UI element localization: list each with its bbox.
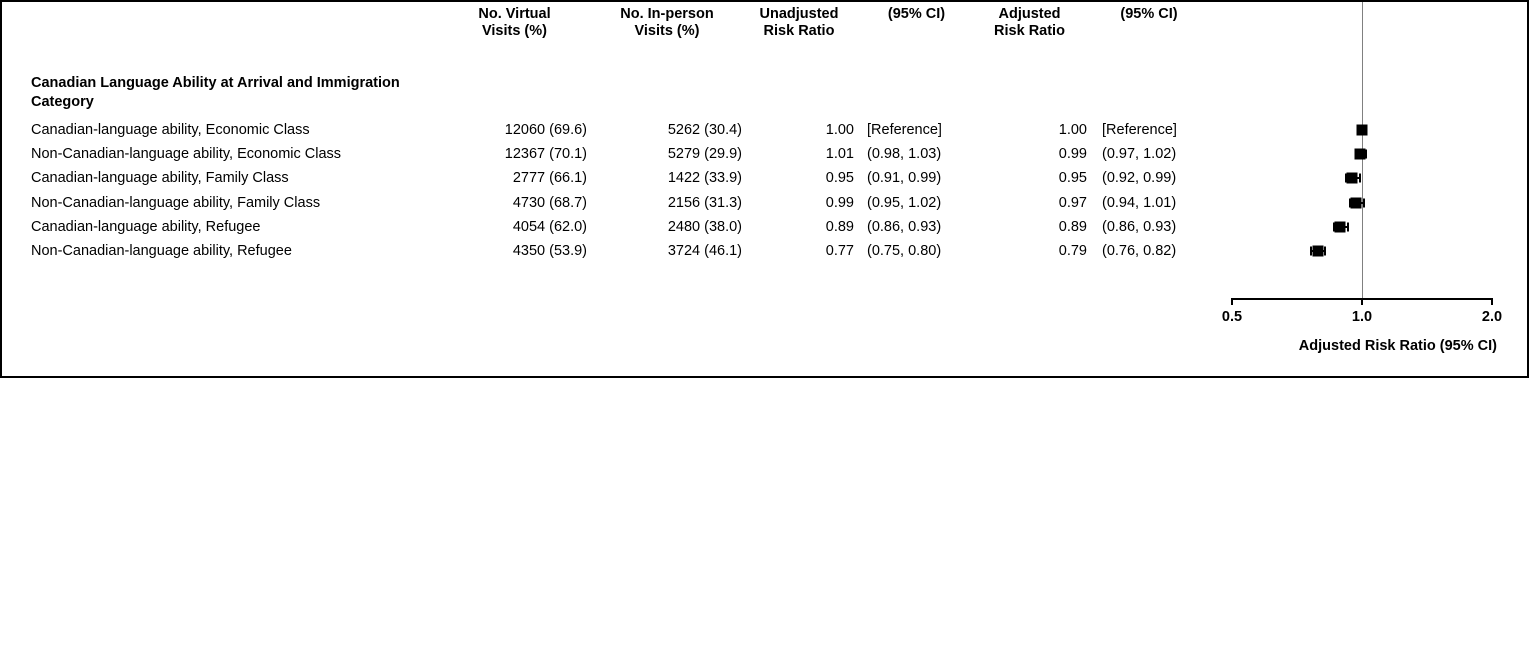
table-row	[2, 218, 1202, 242]
plot-area	[1221, 2, 1503, 325]
column-header-unadjusted-ci	[864, 6, 969, 23]
row-adjusted-rr: 0.89	[1058, 218, 1087, 235]
row-unadjusted-rr: 1.01	[825, 146, 854, 163]
row-unadjusted-ci: (0.86, 0.93)	[867, 218, 942, 235]
table-row	[2, 194, 1202, 218]
column-header-line: Visits (%)	[481, 23, 547, 39]
row-adjusted-rr: 0.97	[1058, 194, 1087, 211]
x-axis-tick-label: 0.5	[1221, 309, 1243, 325]
column-header-line: Unadjusted	[759, 6, 839, 22]
x-axis-tick	[1231, 298, 1233, 305]
row-unadjusted-ci: (0.98, 1.03)	[867, 146, 942, 163]
column-header-virtual-visits	[442, 6, 587, 40]
confidence-interval-cap	[1363, 198, 1365, 207]
table-body	[2, 121, 1202, 266]
row-inperson-visits: 5279 (29.9)	[667, 146, 742, 163]
row-adjusted-rr: 0.99	[1058, 146, 1087, 163]
row-virtual-visits: 12060 (69.6)	[504, 122, 587, 138]
column-header-line: Risk Ratio	[763, 23, 835, 39]
point-estimate-marker	[1312, 246, 1323, 257]
point-estimate-marker	[1351, 197, 1362, 208]
row-label: Non-Canadian-language ability, Refugee	[31, 242, 292, 259]
row-unadjusted-rr: 0.89	[825, 218, 854, 235]
row-inperson-visits: 2156 (31.3)	[667, 194, 742, 211]
column-header-inperson-visits	[592, 6, 742, 40]
row-virtual-visits: 12367 (70.1)	[504, 146, 587, 163]
column-header-line: Risk Ratio	[994, 23, 1065, 39]
row-label: Non-Canadian-language ability, Family Class	[31, 194, 321, 211]
row-adjusted-ci: (0.86, 0.93)	[1102, 218, 1177, 235]
row-unadjusted-rr: 0.95	[825, 170, 854, 187]
point-estimate-marker	[1347, 173, 1358, 184]
row-label: Canadian-language ability, Family Class	[31, 170, 289, 187]
results-table	[2, 2, 1202, 376]
row-unadjusted-ci: (0.75, 0.80)	[867, 242, 942, 259]
x-axis-title: Adjusted Risk Ratio (95% CI)	[1298, 338, 1497, 354]
row-label: Non-Canadian-language ability, Economic Class	[31, 146, 342, 163]
row-virtual-visits: 4730 (68.7)	[512, 194, 587, 211]
table-row	[2, 242, 1202, 266]
row-label: Canadian-language ability, Economic Class	[31, 122, 310, 138]
point-estimate-marker	[1335, 221, 1346, 232]
column-header-line: No. In-person	[620, 6, 714, 22]
column-header-adjusted-risk-ratio	[972, 6, 1087, 40]
x-axis-tick	[1361, 298, 1363, 305]
forest-plot-panel	[1207, 2, 1527, 376]
x-axis-tick-label: 2.0	[1481, 309, 1503, 325]
row-inperson-visits: 1422 (33.9)	[667, 170, 742, 187]
row-virtual-visits: 4350 (53.9)	[512, 242, 587, 259]
row-virtual-visits: 2777 (66.1)	[512, 170, 587, 187]
confidence-interval-cap	[1359, 174, 1361, 183]
column-header-line: (95% CI)	[887, 6, 946, 22]
row-inperson-visits: 5262 (30.4)	[667, 122, 742, 138]
row-unadjusted-ci: (0.95, 1.02)	[867, 194, 942, 211]
row-inperson-visits: 2480 (38.0)	[667, 218, 742, 235]
row-unadjusted-rr: 1.00	[825, 122, 854, 138]
row-adjusted-rr: 0.79	[1058, 242, 1087, 259]
column-header-line: (95% CI)	[1120, 6, 1178, 22]
row-adjusted-ci: (0.92, 0.99)	[1102, 170, 1177, 187]
confidence-interval-cap	[1347, 222, 1349, 231]
point-estimate-marker	[1357, 125, 1368, 136]
table-row	[2, 145, 1202, 169]
row-adjusted-ci: (0.76, 0.82)	[1102, 242, 1177, 259]
column-header-unadjusted-risk-ratio	[744, 6, 854, 40]
row-label: Canadian-language ability, Refugee	[31, 218, 261, 235]
x-axis-tick-label: 1.0	[1351, 309, 1373, 325]
row-unadjusted-rr: 0.99	[825, 194, 854, 211]
row-unadjusted-ci: (0.91, 0.99)	[867, 170, 942, 187]
section-title: Canadian Language Ability at Arrival and Immigration Category	[31, 75, 400, 110]
column-header-line: No. Virtual	[478, 6, 551, 22]
row-adjusted-rr: 0.95	[1058, 170, 1087, 187]
column-header-adjusted-ci	[1094, 6, 1204, 23]
point-estimate-marker	[1355, 149, 1366, 160]
row-unadjusted-ci: [Reference]	[867, 122, 942, 138]
row-inperson-visits: 3724 (46.1)	[667, 242, 742, 259]
column-header-line: Adjusted	[998, 6, 1061, 22]
table-row	[2, 169, 1202, 193]
row-virtual-visits: 4054 (62.0)	[512, 218, 587, 235]
row-adjusted-ci: (0.94, 1.01)	[1102, 194, 1177, 211]
table-row	[2, 121, 1202, 145]
confidence-interval-cap	[1310, 247, 1312, 256]
x-axis-tick	[1491, 298, 1493, 305]
column-header-line: Visits (%)	[634, 23, 700, 39]
row-adjusted-ci: [Reference]	[1102, 122, 1177, 138]
row-adjusted-ci: (0.97, 1.02)	[1102, 146, 1177, 163]
confidence-interval-cap	[1324, 247, 1326, 256]
row-adjusted-rr: 1.00	[1058, 122, 1087, 138]
row-unadjusted-rr: 0.77	[825, 242, 854, 259]
